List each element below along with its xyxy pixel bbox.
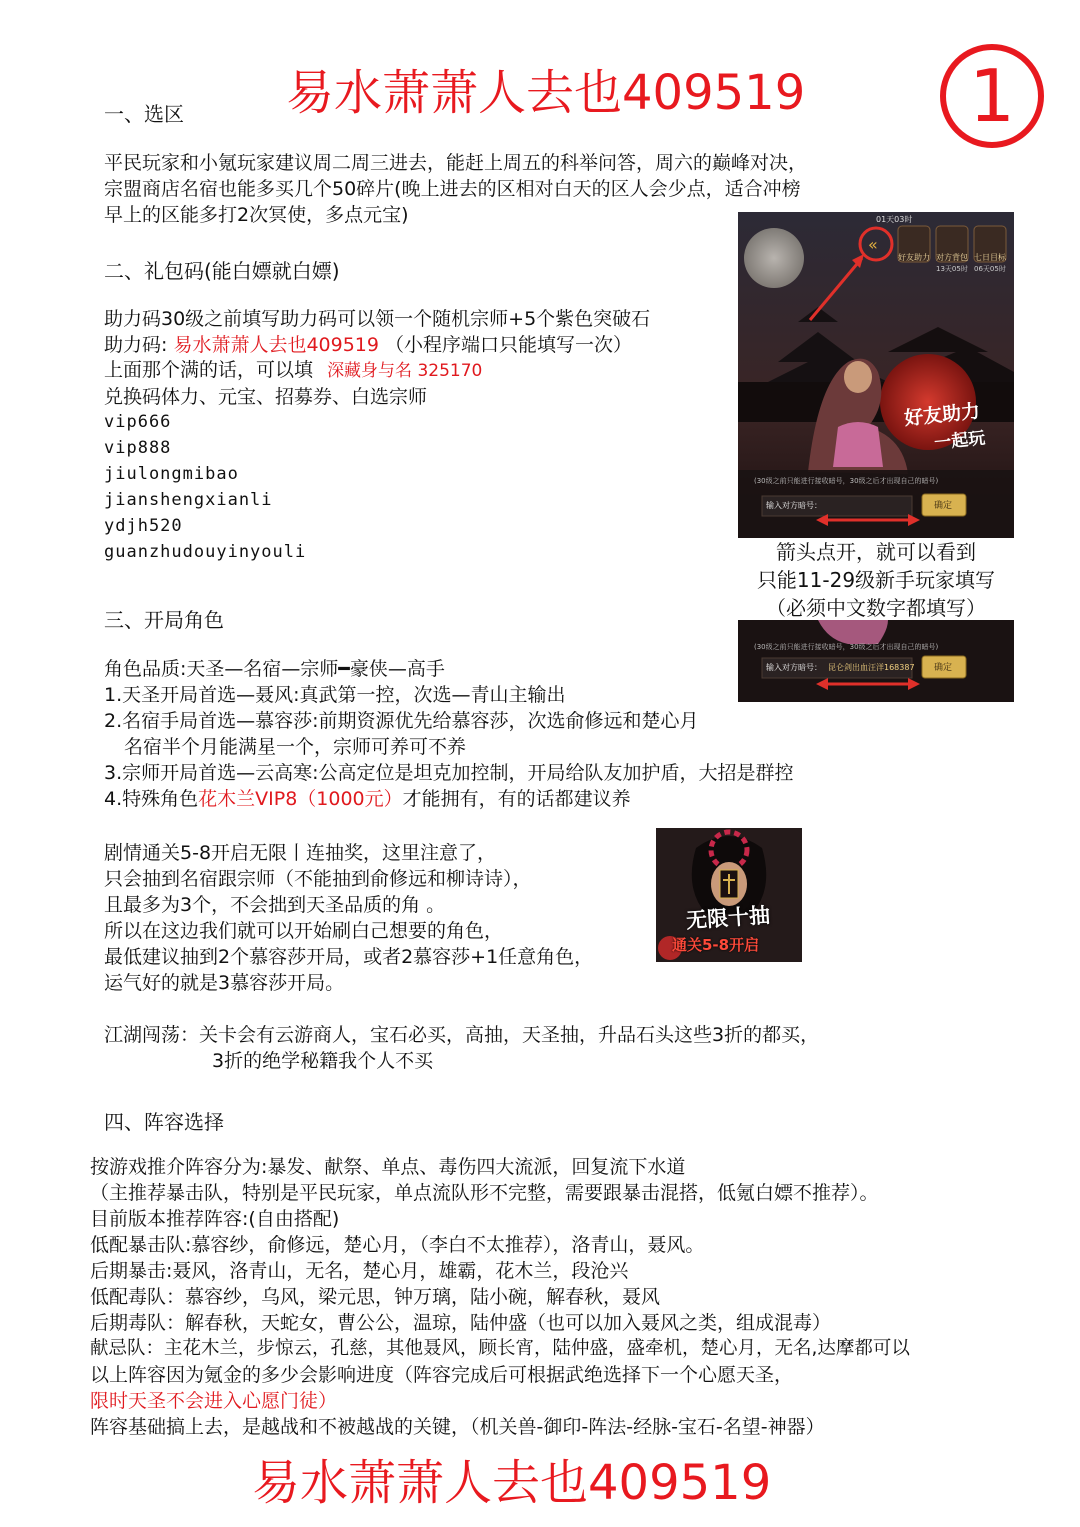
game-tab-time: 06天05时 xyxy=(974,265,1006,273)
draw-line: 运气好的就是3慕容莎开局。 xyxy=(104,972,345,994)
lineup-line: 献忌队：主花木兰，步惊云，孔慈，其他聂风，顾长宵，陆仲盛，盛牵机，楚心月，无名,达摩都可以 xyxy=(90,1338,910,1359)
section1-line: 宗盟商店名宿也能多买几个50碎片(晚上进去的区相对白天的区人会少点，适合冲榜 xyxy=(104,178,801,200)
lineup-line: 低配毒队：慕容纱，乌风，梁元思，钟万璃，陆小碗，解春秋，聂风 xyxy=(90,1286,661,1308)
lineup-warning: 限时天圣不会进入心愿门徒） xyxy=(90,1390,338,1412)
lineup-line: 目前版本推荐阵容:(自由搭配) xyxy=(90,1208,340,1230)
game-confirm-button[interactable]: 确定 xyxy=(934,501,953,511)
section1-line: 平民玩家和小氪玩家建议周二周三进去，能赶上周五的科举问答，周六的巅峰对决， xyxy=(104,152,808,174)
redeem-code: guanzhudouyinyouli xyxy=(104,542,307,562)
role-item xyxy=(104,786,631,812)
redeem-code: ydjh520 xyxy=(104,516,183,536)
section2-heading: 二、礼包码(能白嫖就白嫖) xyxy=(104,259,340,283)
redeem-code: jianshengxianli xyxy=(104,490,273,510)
alt-code-value: 深藏身与名 325170 xyxy=(327,361,483,381)
game-input-label: 输入对方暗号： xyxy=(766,501,822,510)
caption-line: 只能11-29级新手玩家填写 xyxy=(756,568,996,592)
jianghu-line: 3折的绝学秘籍我个人不买 xyxy=(212,1050,434,1072)
footer-title: 易水萧萧人去也409519 xyxy=(252,1455,772,1511)
alt-code-label: 上面那个满的话，可以填 xyxy=(104,359,314,381)
assist-code-line xyxy=(104,332,632,358)
role-item: 1.天圣开局首选—聂风:真武第一控，次选—青山主输出 xyxy=(104,684,566,706)
game-notice: (30级之前只能进行接收暗号，30级之后才出现自己的暗号) xyxy=(754,643,939,651)
role-item: 2.名宿手局首选—慕容莎:前期资源优先给慕容莎，次选俞修远和楚心月 xyxy=(104,710,699,732)
lineup-line: 后期暴击:聂风，洛青山，无名，楚心月，雄霸，花木兰，段沧兴 xyxy=(90,1260,629,1282)
caption-line: （必须中文数字都填写） xyxy=(766,596,986,620)
role-item4-post: 才能拥有，有的话都建议养 xyxy=(402,788,631,810)
lineup-line: 阵容基础搞上去，是越战和不被越战的关键，（机关兽-御印-阵法-经脉-宝石-名望-神器） xyxy=(90,1416,825,1438)
screenshot-caption xyxy=(738,538,1014,622)
draw-line: 剧情通关5-8开启无限丨连抽奖，这里注意了， xyxy=(104,842,497,864)
game-banner: 好友助力 xyxy=(903,400,982,430)
role-quality: 角色品质:天圣—名宿—宗师━豪侠—高手 xyxy=(104,658,445,680)
lineup-line: 低配暴击队:慕容纱，俞修远，楚心月，（李白不太推荐），洛青山，聂风。 xyxy=(90,1234,705,1256)
game-tab-time: 13天05时 xyxy=(936,265,968,273)
game-input-illustration xyxy=(738,620,1014,702)
redeem-code: jiulongmibao xyxy=(104,464,239,484)
assist-code-label: 助力码: xyxy=(104,334,168,356)
redeem-label: 兑换码体力、元宝、招募券、白选宗师 xyxy=(104,386,428,408)
game-screenshot-draw xyxy=(656,828,802,962)
draw-line: 所以在这边我们就可以开始刷白己想要的角色， xyxy=(104,920,504,942)
game-tab-goals[interactable]: 七日目标 xyxy=(974,253,1006,262)
lineup-line: 以上阵容因为氪金的多少会影响进度（阵容完成后可根据武绝选择下一个心愿天圣， xyxy=(90,1364,794,1386)
draw-line: 最低建议抽到2个慕容莎开局，或者2慕容莎+1任意角色， xyxy=(104,946,594,968)
assist-code-value: 易水萧萧人去也409519 xyxy=(173,334,379,356)
redeem-code: vip888 xyxy=(104,438,172,458)
game-confirm-button[interactable]: 确定 xyxy=(934,663,953,673)
game-notice: (30级之前只能进行接收暗号，30级之后才出现自己的暗号) xyxy=(754,477,939,485)
draw-icon-subtitle: 通关5-8开启 xyxy=(672,936,760,954)
game-tab-assist[interactable]: 好友助力 xyxy=(898,253,930,262)
draw-line: 只会抽到名宿跟宗师（不能抽到俞修远和柳诗诗）， xyxy=(104,868,532,890)
caption-line: 箭头点开，就可以看到 xyxy=(776,540,976,564)
alt-code-line xyxy=(104,357,482,384)
section1-line: 早上的区能多打2次冥使，多点元宝) xyxy=(104,204,409,226)
game-banner-sub: 一起玩 xyxy=(933,428,987,454)
game-screenshot-input xyxy=(738,620,1014,702)
game-scene-illustration xyxy=(738,212,1014,538)
redeem-code: vip666 xyxy=(104,412,172,432)
svg-text:«: « xyxy=(868,235,878,254)
section1-heading: 一、选区 xyxy=(104,102,184,126)
game-tab-bag[interactable]: 对方背包 xyxy=(936,253,968,262)
draw-line: 且最多为3个，不会拙到天圣品质的角 。 xyxy=(104,894,446,916)
assist-code-note: （小程序端口只能填写一次） xyxy=(385,334,633,356)
role-item4-highlight: 花木兰VIP8（1000元） xyxy=(198,788,403,810)
lineup-line: 后期毒队：解春秋，天蛇女，曹公公，温琼，陆仲盛（也可以加入聂风之类，组成混毒） xyxy=(90,1312,832,1334)
page-number-badge: 1 xyxy=(940,44,1044,148)
game-input-label: 输入对方暗号： xyxy=(766,663,822,672)
game-input-value[interactable]: 昆仑剑出血汪洋168387 xyxy=(828,663,915,672)
page-title: 易水萧萧人去也409519 xyxy=(286,65,806,121)
jianghu-line: 江湖闯荡：关卡会有云游商人，宝石必买，高抽，天圣抽，升品石头这些3折的都买， xyxy=(104,1024,820,1046)
lineup-line: 按游戏推介阵容分为:暴发、献祭、单点、毒伤四大流派，回复流下水道 xyxy=(90,1156,686,1178)
draw-icon-title: 无限十抽 xyxy=(685,903,771,933)
game-screenshot-assist xyxy=(738,212,1014,538)
section3-heading: 三、开局角色 xyxy=(104,608,224,632)
role-item: 3.宗师开局首选—云高寒:公高定位是坦克加控制，开局给队友加护盾，大招是群控 xyxy=(104,762,794,784)
role-item4-pre: 4.特殊角色 xyxy=(104,788,199,810)
lineup-line: （主推荐暴击队，特别是平民玩家，单点流队形不完整，需要跟暴击混搭，低氪白嫖不推荐）。 xyxy=(90,1182,879,1204)
section4-heading: 四、阵容选择 xyxy=(104,1110,224,1134)
role-item-note: 名宿半个月能满星一个，宗师可养可不养 xyxy=(124,736,467,758)
game-timer: 01天03时 xyxy=(876,215,913,224)
section2-line: 助力码30级之前填写助力码可以领一个随机宗师+5个紫色突破石 xyxy=(104,308,651,330)
